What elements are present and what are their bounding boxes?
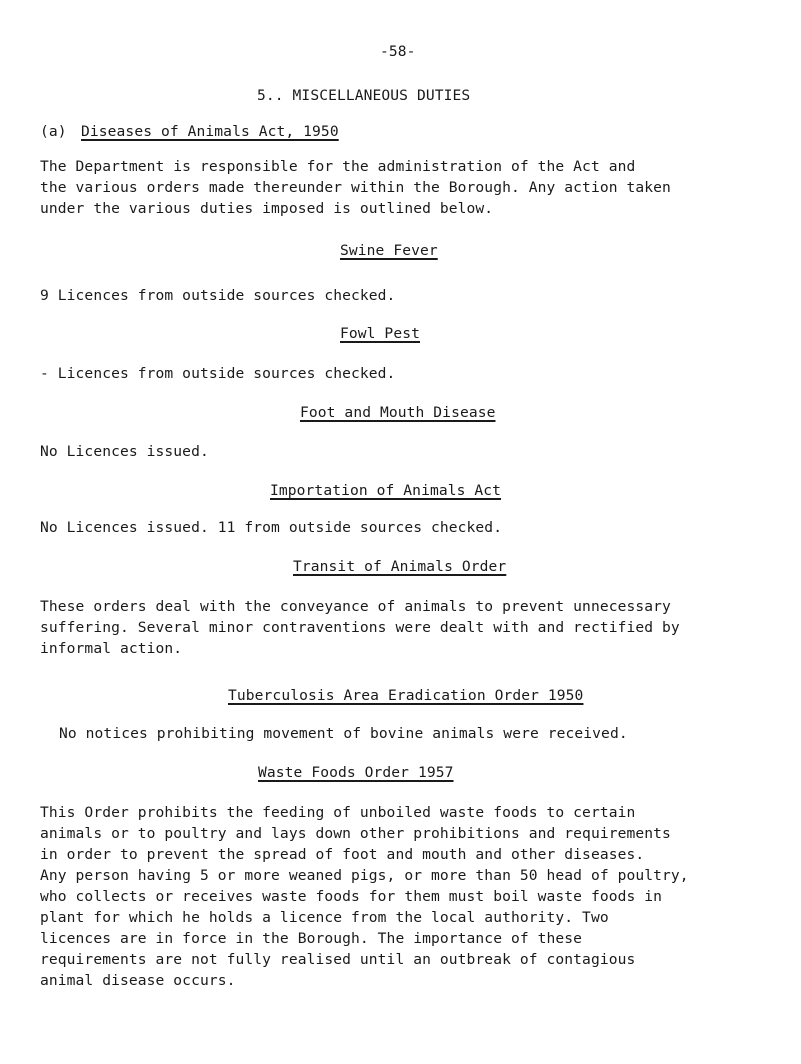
paragraph-foot-mouth: No Licences issued. xyxy=(40,443,209,460)
intro-line-3: under the various duties imposed is outlined below. xyxy=(40,200,494,217)
paragraph-waste-foods-line-3: in order to prevent the spread of foot and mouth and other diseases. xyxy=(40,846,645,863)
paragraph-transit-line-1: These orders deal with the conveyance of animals to prevent unnecessary xyxy=(40,598,671,615)
intro-line-2: the various orders made thereunder within the Borough. Any action taken xyxy=(40,179,671,196)
paragraph-fowl-pest: - Licences from outside sources checked. xyxy=(40,365,396,382)
paragraph-importation: No Licences issued. 11 from outside sources checked. xyxy=(40,519,503,536)
subsection-label: (a) xyxy=(40,123,67,140)
heading-tuberculosis: Tuberculosis Area Eradication Order 1950 xyxy=(228,687,584,704)
heading-importation: Importation of Animals Act xyxy=(270,482,502,499)
paragraph-waste-foods-line-2: animals or to poultry and lays down other prohibitions and requirements xyxy=(40,825,671,842)
paragraph-waste-foods-line-6: plant for which he holds a licence from the local authority. Two xyxy=(40,909,609,926)
paragraph-waste-foods-line-4: Any person having 5 or more weaned pigs, or more than 50 head of poultry, xyxy=(40,867,689,884)
intro-line-1: The Department is responsible for the administration of the Act and xyxy=(40,158,636,175)
subsection-title: Diseases of Animals Act, 1950 xyxy=(81,123,339,140)
paragraph-waste-foods-line-7: licences are in force in the Borough. The importance of these xyxy=(40,930,583,947)
heading-waste-foods: Waste Foods Order 1957 xyxy=(258,764,454,781)
section-title: 5.. MISCELLANEOUS DUTIES xyxy=(257,87,471,104)
paragraph-tuberculosis: No notices prohibiting movement of bovine animals were received. xyxy=(59,725,628,742)
page-number: -58- xyxy=(380,43,416,60)
paragraph-transit-line-2: suffering. Several minor contraventions were dealt with and rectified by xyxy=(40,619,680,636)
paragraph-waste-foods-line-9: animal disease occurs. xyxy=(40,972,236,989)
paragraph-waste-foods-line-5: who collects or receives waste foods for them must boil waste foods in xyxy=(40,888,663,905)
paragraph-waste-foods-line-8: requirements are not fully realised until an outbreak of contagious xyxy=(40,951,636,968)
heading-fowl-pest: Fowl Pest xyxy=(340,325,420,342)
paragraph-transit-line-3: informal action. xyxy=(40,640,183,657)
heading-foot-mouth: Foot and Mouth Disease xyxy=(300,404,496,421)
paragraph-waste-foods-line-1: This Order prohibits the feeding of unboiled waste foods to certain xyxy=(40,804,636,821)
heading-transit: Transit of Animals Order xyxy=(293,558,507,575)
heading-swine-fever: Swine Fever xyxy=(340,242,438,259)
paragraph-swine-fever: 9 Licences from outside sources checked. xyxy=(40,287,396,304)
